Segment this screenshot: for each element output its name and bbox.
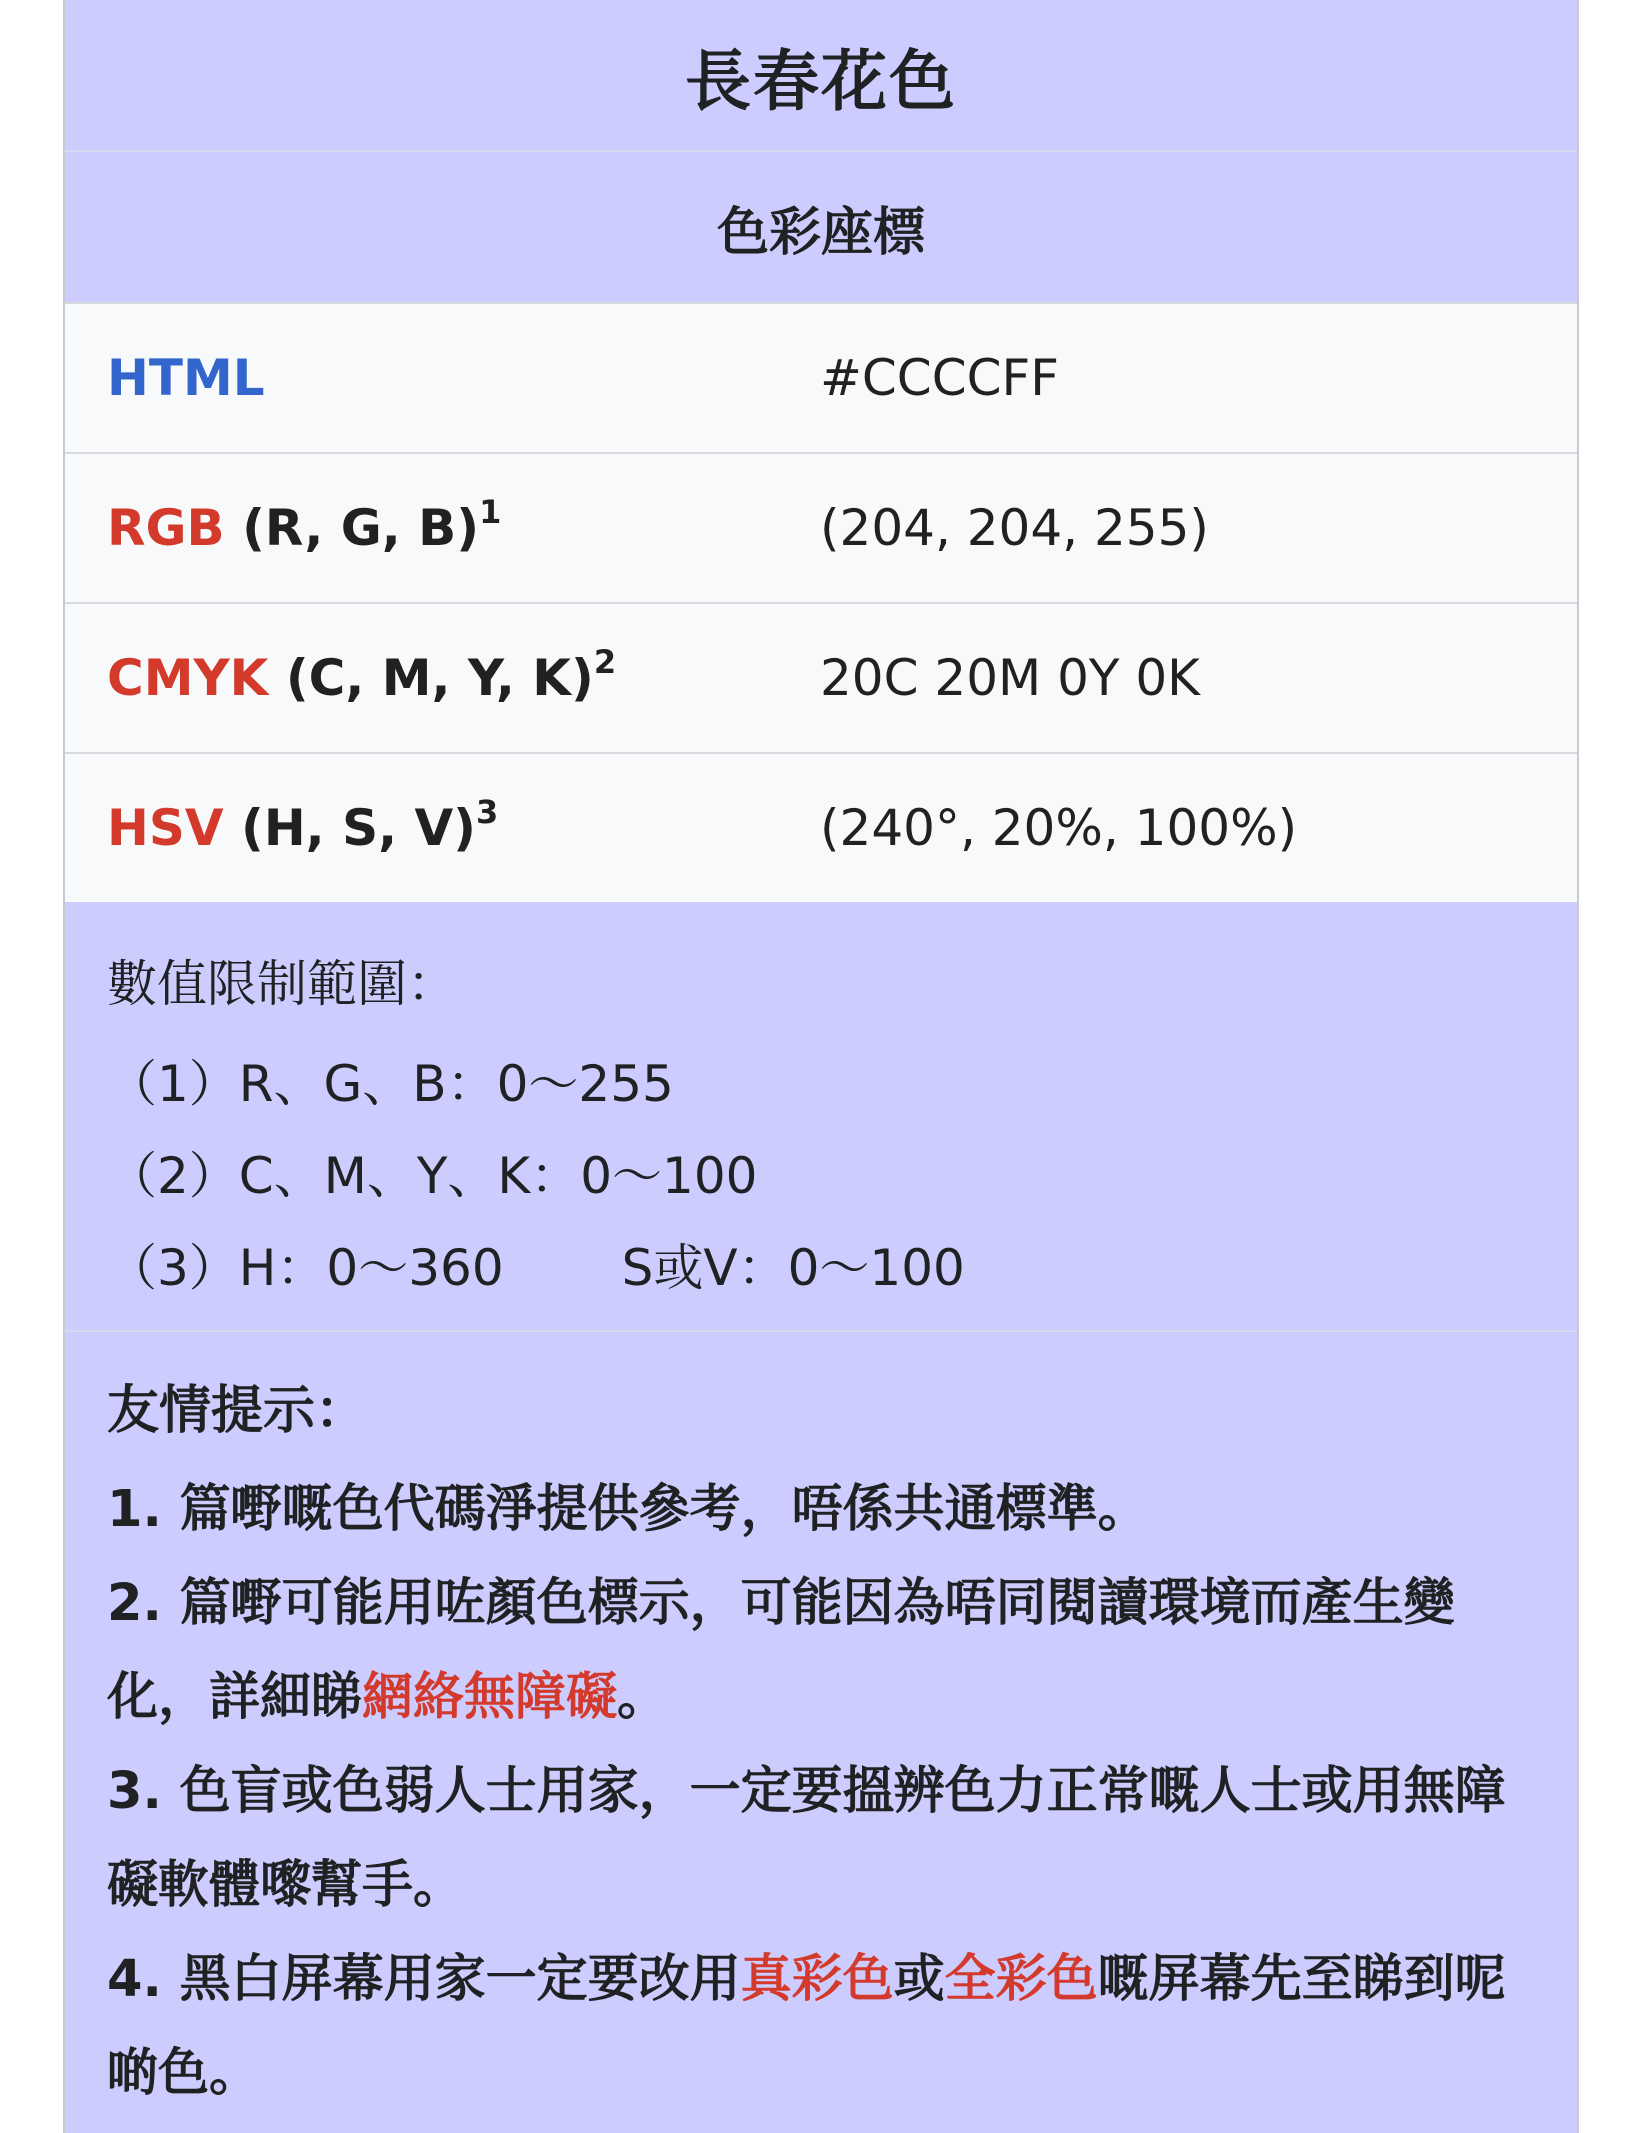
tip-item-2 — [107, 1557, 1535, 1745]
tip-item-1: 1. 篇嘢嘅色代碼淨提供參考，唔係共通標準。 — [107, 1480, 1149, 1539]
tip-text: 嘅屏幕先至睇到呢啲色。 — [107, 1950, 1506, 2103]
tip-text: 或 — [893, 1950, 945, 2009]
limits-line-3 — [107, 1222, 1577, 1314]
title-row — [65, 0, 1577, 152]
section-header-row — [65, 152, 1577, 302]
friendly-tips — [65, 1332, 1577, 2121]
coord-row-hsv — [65, 752, 1577, 902]
limits-heading: 數值限制範圍： — [107, 955, 457, 1013]
footnote-ref: 1 — [479, 493, 502, 531]
coord-row-rgb — [65, 452, 1577, 602]
coord-row-cmyk — [65, 602, 1577, 752]
cmyk-link[interactable]: CMYK — [107, 649, 269, 707]
coord-value: 20C 20M 0Y 0K — [820, 649, 1200, 707]
limits-line-1: （1）R、G、B：0～255 — [107, 1055, 674, 1113]
tips-heading: 友情提示： — [107, 1381, 368, 1441]
coord-label — [65, 643, 820, 707]
true-color-link[interactable]: 真彩色 — [740, 1950, 894, 2009]
coord-value: (204, 204, 255) — [820, 499, 1209, 557]
coord-row-html — [65, 302, 1577, 452]
infobox-title: 長春花色 — [685, 42, 957, 120]
rgb-link[interactable]: RGB — [107, 499, 225, 557]
tip-item-4 — [107, 1933, 1535, 2121]
tip-item-3: 3. 色盲或色弱人士用家，一定要搵辨色力正常嘅人士或用無障礙軟體嚟幫手。 — [107, 1762, 1506, 1915]
html-link[interactable]: HTML — [107, 349, 265, 407]
limits-line-2: （2）C、M、Y、K：0～100 — [107, 1147, 758, 1205]
infobox — [63, 0, 1579, 2133]
coord-label — [65, 493, 820, 557]
coord-value: (240°, 20%, 100%) — [820, 799, 1298, 857]
tip-text: 。 — [617, 1668, 669, 1727]
tip-text: 2. 篇嘢可能用咗顏色標示，可能因為唔同閱讀環境而產生變化，詳細睇 — [107, 1574, 1455, 1727]
footnote-ref: 2 — [593, 643, 617, 681]
coord-label-text: (H, S, V) — [223, 799, 477, 857]
value-limits — [65, 902, 1577, 1332]
web-accessibility-link[interactable]: 網絡無障礙 — [362, 1668, 618, 1727]
limits-line-3-sv: S或V：0～100 — [621, 1239, 965, 1297]
limits-line-3-h: （3）H：0～360 — [107, 1239, 504, 1297]
hsv-link[interactable]: HSV — [107, 799, 224, 857]
section-title: 色彩座標 — [716, 202, 925, 263]
coord-label-text: (R, G, B) — [224, 499, 480, 557]
coord-label — [65, 793, 820, 857]
coord-label — [65, 349, 820, 407]
full-color-link[interactable]: 全彩色 — [944, 1950, 1098, 2009]
footnote-ref: 3 — [476, 793, 499, 831]
coord-label-text: (C, M, Y, K) — [268, 649, 594, 707]
tip-text: 4. 黑白屏幕用家一定要改用 — [107, 1950, 741, 2009]
coord-value: #CCCCFF — [820, 349, 1060, 407]
